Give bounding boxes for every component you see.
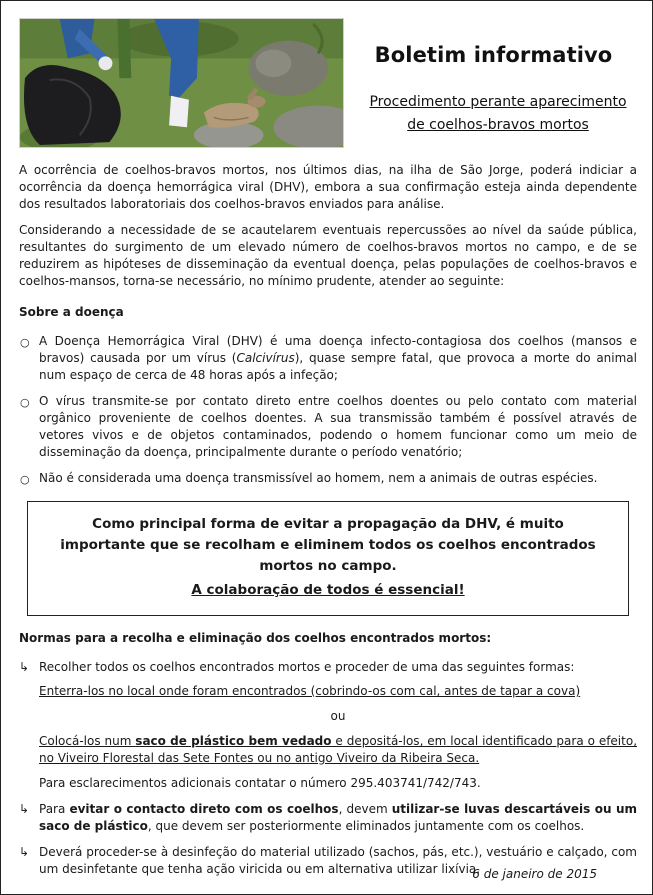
arrow-bullet-icon: ↳ [19, 660, 30, 674]
rules-list [19, 659, 637, 878]
list-item [19, 333, 637, 384]
important-callout-box [27, 501, 629, 616]
arrow-bullet-icon: ↳ [19, 802, 30, 816]
option2-text-a: Colocá-los num [39, 734, 136, 748]
fact-text-b: ), quase sempre fatal, que provoca a morte do animal num espaço de cerca de 48 horas após a infeção; [39, 351, 637, 382]
rule-text-e: , que devem ser posteriormente eliminados juntamente com os coelhos. [147, 819, 585, 833]
bulletin-title: Boletim informativo [374, 43, 613, 67]
bulletin-body [19, 162, 637, 887]
fact-italic-term: Calcivírus [236, 351, 295, 365]
subtitle-line-2: de coelhos-bravos mortos [407, 117, 589, 133]
rule-bold-d: utilizar-se luvas descartáveis ou um saco de plástico [39, 802, 638, 833]
list-item [19, 659, 637, 792]
disease-section-heading: Sobre a doença [19, 305, 124, 319]
bulletin-subtitle [353, 91, 643, 137]
list-item [19, 470, 637, 487]
intro-paragraph-2: Considerando a necessidade de se acautelarem eventuais repercussões ao nível da saúde pública, resultantes do surgimento de um elevado número de coelhos-bravos mortos no campo, e de se reduzirem as hipóteses de disseminação da eventual doença, pelas populações de coelhos-bravos e coelhos-mansos, torna-se necessário, no mínimo prudente, atender ao seguinte: [19, 223, 637, 288]
rule-text: Deverá proceder-se à desinfeção do material utilizado (sachos, pás, etc.), vestuário e calçado, com um desinfetante que tenha ação viricida ou em alternativa utilizar lixívia. [39, 845, 637, 876]
disposal-option-bag [39, 733, 637, 767]
subtitle-line-1: Procedimento perante aparecimento [369, 94, 627, 110]
option2-bold: saco de plástico bem vedado [135, 734, 332, 748]
contact-info: Para esclarecimentos adicionais contatar o número 295.403741/742/743. [39, 776, 481, 790]
fact-text: Não é considerada uma doença transmissível ao homem, nem a animais de outras espécies. [39, 471, 598, 485]
circle-bullet-icon: ○ [20, 396, 30, 409]
fact-text: O vírus transmite-se por contato direto entre coelhos doentes ou pelo contato com material orgânico proveniente de coelhos doentes. A sua transmissão também é possível através de vetores vivos e de objetos contaminados, podendo o homem funcionar como um meio de disseminação da doença, principalmente durante o período venatório; [39, 394, 637, 459]
list-item [19, 393, 637, 461]
bulletin-date: 6 de janeiro de 2015 [472, 867, 597, 881]
callout-emphasis-text: A colaboração de todos é essencial! [191, 582, 465, 598]
photo-dead-rabbits-image [20, 19, 343, 147]
header-photo [19, 18, 344, 148]
option2-text-c: e depositá-los, em local identificado para o efeito, no Viveiro Florestal das Sete Fontes ou no antigo Viveiro da Ribeira Seca. [39, 734, 638, 765]
rule-bold-b: evitar o contacto direto com os coelhos [69, 802, 339, 816]
circle-bullet-icon: ○ [20, 336, 30, 349]
disease-facts-list [19, 333, 637, 487]
rule-text-a: Para [39, 802, 70, 816]
rule-text-c: , devem [338, 802, 392, 816]
rule-text: Recolher todos os coelhos encontrados mortos e proceder de uma das seguintes formas: [39, 660, 575, 674]
option-separator-or: ou [330, 709, 346, 723]
rules-section-heading: Normas para a recolha e eliminação dos coelhos encontrados mortos: [19, 631, 492, 645]
list-item [19, 801, 637, 835]
arrow-bullet-icon: ↳ [19, 845, 30, 859]
fact-text-a: A Doença Hemorrágica Viral (DHV) é uma doença infecto-contagiosa dos coelhos (mansos e bravos) causada por um vírus ( [39, 334, 637, 365]
intro-paragraph-1: A ocorrência de coelhos-bravos mortos, nos últimos dias, na ilha de São Jorge, poderá indiciar a ocorrência da doença hemorrágica viral (DHV), embora a sua confirmação esteja ainda dependente dos resultados laboratoriais dos coelhos-bravos enviados para análise. [19, 163, 637, 211]
disposal-option-bury: Enterra-los no local onde foram encontrados (cobrindo-os com cal, antes de tapar a cova) [39, 684, 581, 698]
callout-main-text: Como principal forma de evitar a propagação da DHV, é muito importante que se recolham e eliminem todos os coelhos encontrados mortos no campo. [60, 516, 596, 574]
circle-bullet-icon: ○ [20, 473, 30, 486]
